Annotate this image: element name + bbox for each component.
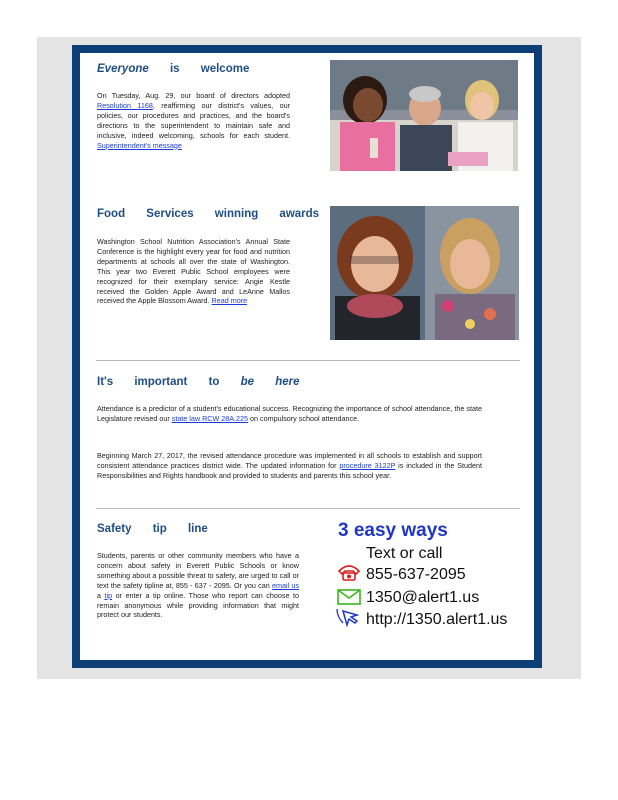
email-address[interactable]: 1350@alert1.us <box>366 589 480 606</box>
email-us-link[interactable]: email us <box>271 580 300 590</box>
procedure-link[interactable]: procedure 3122P <box>339 460 396 470</box>
paragraph-attendance-1 <box>97 404 482 424</box>
resolution-link[interactable]: Resolution 1168 <box>97 100 153 110</box>
photo-award-winners <box>330 206 519 340</box>
superintendent-message-link[interactable]: Superintendent's message <box>97 140 182 150</box>
read-more-link[interactable]: Read more <box>211 296 248 306</box>
section-divider <box>96 508 520 509</box>
text: on compulsory school attendance. <box>248 413 360 423</box>
website-url[interactable]: http://1350.alert1.us <box>366 611 508 628</box>
paragraph-safety <box>97 551 299 620</box>
text: enter a tip online <box>125 590 184 600</box>
section-divider <box>96 360 520 361</box>
state-law-link[interactable]: state law RCW 28A.225 <box>171 413 249 423</box>
heading-text: It's important to <box>97 376 220 388</box>
paragraph-food-services <box>97 237 290 306</box>
heading-safety-tip-line: Safety tip line <box>97 523 208 535</box>
three-easy-ways-title: 3 easy ways <box>338 520 448 541</box>
text: a <box>97 590 105 600</box>
heading-food-services: Food Services winning awards <box>97 208 320 220</box>
text: Washington School Nutrition Association's Annual State Conference is the highlight every year for food and nutrition departments at schools all over the state of Washington. This year two Everett Public School employees were recognized for their exemplary service: Angie Kestle received the Golden Apple Award and LeAnne Mallos received the Apple Blossom Award. <box>97 237 290 306</box>
phone-icon <box>337 563 361 586</box>
heading-attendance <box>97 376 300 388</box>
paragraph-welcome <box>97 91 290 150</box>
mouse-pointer-icon <box>335 607 363 634</box>
text: Beginning March 27, 2017, the revised attendance procedure was implemented in all schools to establish and support consistent attendance practices district wide. The updated information for <box>97 451 482 470</box>
text: . Those who report can choose to remain anonymous while providing information that might protect our students. <box>97 590 299 620</box>
paragraph-attendance-2 <box>97 451 482 481</box>
text-or-call-label: Text or call <box>366 545 443 562</box>
tip-link[interactable]: tip <box>104 590 113 600</box>
heading-italic: be here <box>240 376 300 388</box>
text: Attendance is a predictor of a student's educational success. Recognizing the importance of school attendance, the state Legislature revised our <box>97 404 482 423</box>
text: On Tuesday, Aug. 29, our board of directors adopted <box>97 91 290 100</box>
phone-number[interactable]: 855-637-2095 <box>366 566 466 583</box>
heading-everyone-welcome <box>97 63 249 75</box>
heading-italic: Everyone <box>97 63 149 75</box>
text: is included in the Student Responsibilities and Rights handbook and provided to students and parents this school year. <box>97 460 483 480</box>
text: , reaffirming our district's values, our policies, our procedures and practices, and the board's directions to the superintendent to maintain safe and inclusive, indeed welcoming, schools for each student. <box>97 100 290 140</box>
heading-text: is welcome <box>169 63 250 75</box>
text: or <box>112 590 126 600</box>
photo-students-with-adult <box>330 60 518 171</box>
text: Students, parents or other community members who have a concern about safety in Everett Public Schools or know something about a possible threat to safety, are urged to call or text the safety tipline at, 855 - 637 - 2095. Or you can <box>97 551 299 590</box>
